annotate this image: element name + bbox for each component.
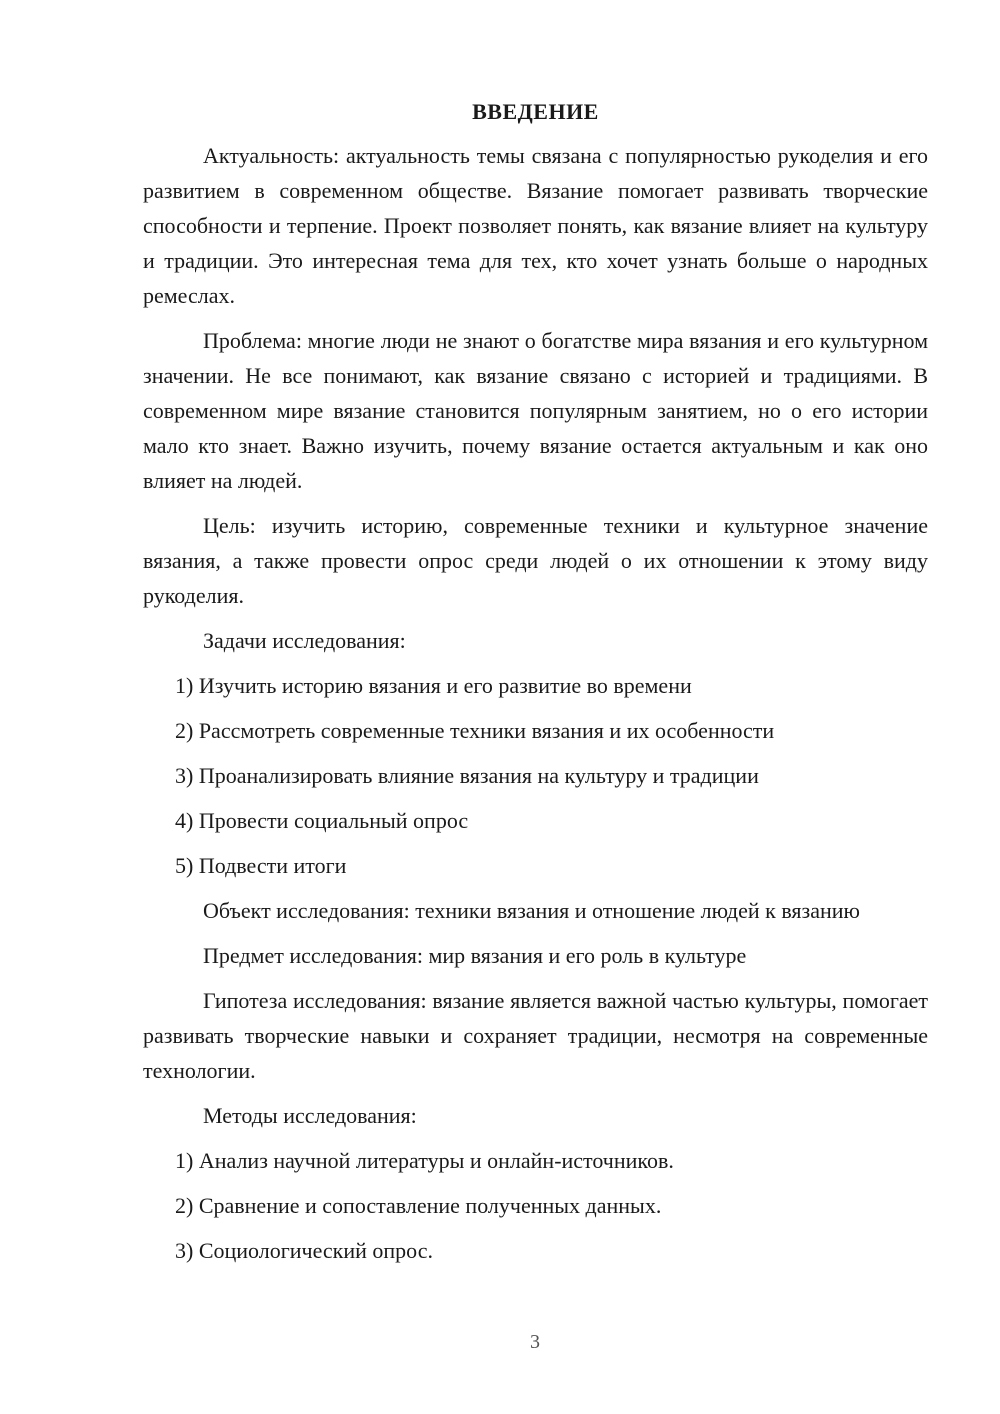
method-item: 2) Сравнение и сопоставление полученных данных.	[175, 1193, 662, 1218]
object-paragraph: Объект исследования: техники вязания и отношение людей к вязанию	[203, 898, 860, 923]
task-item: 1) Изучить историю вязания и его развитие во времени	[175, 673, 692, 698]
page-number: 3	[530, 1331, 540, 1353]
document-page	[143, 96, 928, 1278]
methods-list	[143, 1143, 928, 1268]
tasks-list	[143, 668, 928, 883]
method-item: 1) Анализ научной литературы и онлайн-источников.	[175, 1148, 674, 1173]
section-heading: ВВЕДЕНИЕ	[472, 99, 599, 124]
methods-title: Методы исследования:	[203, 1103, 417, 1128]
task-item: 2) Рассмотреть современные техники вязания и их особенности	[175, 718, 775, 743]
relevance-paragraph: Актуальность: актуальность темы связана с популярностью рукоделия и его развитием в современном обществе. Вязание помогает развивать творческие способности и терпение. Проект позволяет понять, как вязание влияет на культуру и традиции. Это интересная тема для тех, кто хочет узнать больше о народных ремеслах.	[143, 143, 928, 308]
tasks-title: Задачи исследования:	[203, 628, 406, 653]
method-item: 3) Социологический опрос.	[175, 1238, 433, 1263]
goal-paragraph: Цель: изучить историю, современные техники и культурное значение вязания, а также провести опрос среди людей о их отношении к этому виду рукоделия.	[143, 513, 928, 608]
subject-paragraph: Предмет исследования: мир вязания и его роль в культуре	[203, 943, 747, 968]
task-item: 3) Проанализировать влияние вязания на культуру и традиции	[175, 763, 759, 788]
hypothesis-paragraph: Гипотеза исследования: вязание является важной частью культуры, помогает развивать творческие навыки и сохраняет традиции, несмотря на современные технологии.	[143, 988, 928, 1083]
problem-paragraph: Проблема: многие люди не знают о богатстве мира вязания и его культурном значении. Не все понимают, как вязание связано с историей и традициями. В современном мире вязание становится популярным занятием, но о его истории мало кто знает. Важно изучить, почему вязание остается актуальным и как оно влияет на людей.	[143, 328, 928, 493]
task-item: 5) Подвести итоги	[175, 853, 347, 878]
task-item: 4) Провести социальный опрос	[175, 808, 469, 833]
